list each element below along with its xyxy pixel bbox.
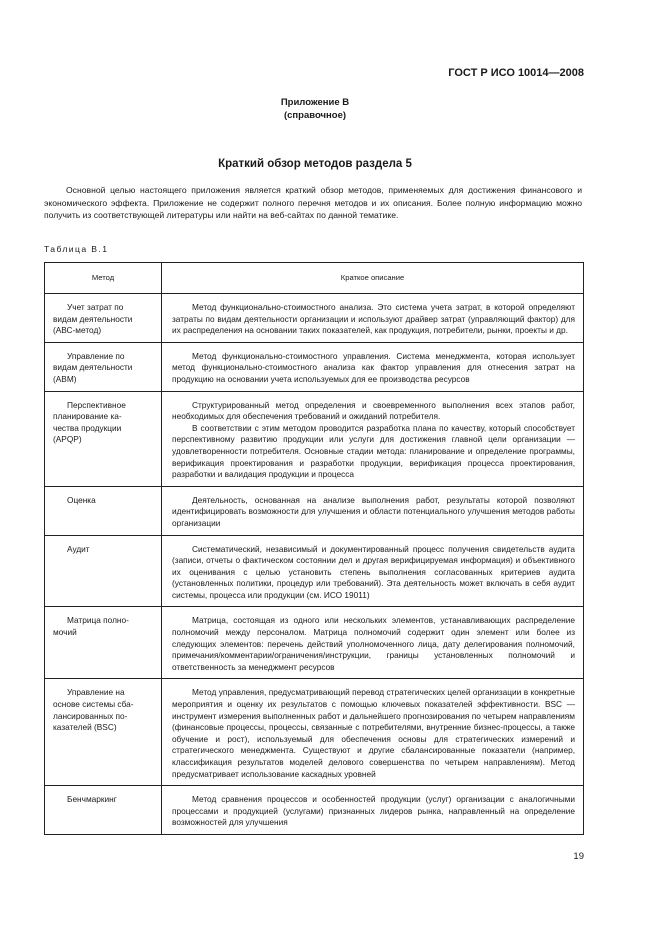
description-paragraph: Систематический, независимый и документированный процесс получения свидетельств аудита (записи, отчеты о фактическом состоянии дел и другая верифицируемая информация) и объективного их оценивания с целью установить степень выполнения согласованных критериев аудита (установленных политики, процедур или требований). Эта деятельность может включать в себя аудит системы, процесса или продукции (см. ИСО 19011) (172, 543, 575, 600)
method-cell (45, 535, 162, 607)
method-line: планирование ка- (53, 411, 122, 422)
page-number: 19 (573, 851, 584, 862)
method-line: Учет затрат по (67, 302, 124, 312)
table-row (45, 391, 584, 486)
intro-text: Основной целью настоящего приложения является краткий обзор методов, применяемых для достижения финансового и экономического эффекта. Приложение не содержит полного перечня методов и их описания. Более полную информацию можно получить из соответствующей литературы или найти на веб-сайтах по данной тематике. (44, 185, 582, 221)
method-line: (APQP) (53, 434, 82, 445)
method-line: Аудит (67, 543, 90, 554)
description-cell (162, 486, 584, 535)
method-line: видам деятельности (53, 313, 133, 324)
appendix-heading (0, 96, 630, 122)
method-line: Управление по (67, 350, 125, 361)
description-paragraph: Метод функционально-стоимостного анализа. Это система учета затрат, в которой определяют затраты по видам деятельности организации и используют драйвер затрат (управляющий фактор) для их распределения на основании таких показателей, как продукция, потребители, рынки, проекты и др. (172, 302, 575, 336)
method-line: Перспективное (67, 399, 126, 410)
method-cell (45, 679, 162, 786)
method-line: Бенчмаркинг (67, 794, 117, 805)
methods-table (44, 262, 584, 835)
description-paragraph: Матрица, состоящая из одного или нескольких элементов, устанавливающих распределение полномочий между персоналом. Матрица полномочий содержит один элемент или более из следующих элементов: перечень действий уполномоченного лица, дату делегирования полномочий, примечания/комментарии/ограничения/инструкции, границы установленных полномочий и ответственность за менеджмент ресурсов (172, 615, 575, 672)
description-paragraph: Деятельность, основанная на анализе выполнения работ, результаты которой позволяют идентифицировать возможности для улучшения и области потенциального улучшения методов работы организации (172, 494, 575, 528)
table-header-row (45, 263, 584, 294)
method-line: лансированных по- (53, 710, 128, 721)
table-row (45, 294, 584, 343)
method-cell (45, 294, 162, 343)
method-line: Оценка (67, 494, 96, 505)
header-description: Краткое описание (162, 263, 584, 294)
method-line: Управление на (67, 687, 125, 698)
description-cell (162, 607, 584, 679)
description-cell (162, 535, 584, 607)
standard-designation: ГОСТ Р ИСО 10014—2008 (448, 67, 584, 79)
appendix-subtitle: (справочное) (283, 110, 347, 121)
method-cell (45, 342, 162, 391)
description-cell (162, 786, 584, 835)
description-paragraph: В соответствии с этим методом проводится разработка плана по качеству, который способствует перспективному развитию продукции или услуги для достижения главной цели организации — удовлетворенности потребителя. Основные стадии метода: планирование и определение программы, верификация проектирования и разработки продукции, верификация процесса проектирования, разработки и валидация продукции и процесса (172, 422, 575, 480)
table-row (45, 342, 584, 391)
description-paragraph: Структурированный метод определения и своевременного выполнения всех этапов работ, необходимых для обеспечения требований и ожиданий потребителя. (172, 399, 575, 422)
table-caption: Таблица В.1 (44, 244, 109, 254)
method-cell (45, 391, 162, 486)
description-cell (162, 679, 584, 786)
method-cell (45, 486, 162, 535)
description-cell (162, 342, 584, 391)
description-cell (162, 391, 584, 486)
table-row (45, 607, 584, 679)
method-line: (АВМ) (53, 373, 77, 384)
method-line: видам деятельности (53, 362, 133, 373)
description-paragraph: Метод управления, предусматривающий перевод стратегических целей организации в конкретные мероприятия и оценку их результатов с помощью ключевых показателей эффективности. BSC — инструмент измерения выполненных работ и дальнейшего прогнозирования по четырем направлениям (финансовые процессы, процессы, связанные с потребителями, внутренние бизнес-процессы, а также обучение и рост), используемый для обеспечения основы для стратегических измерений и стратегического менеджмента. Существуют и другие сбалансированные показатели (например, классификация результатов моделей делового совершенства по четырем направлениям). Метод предусматривает использование каскадных уровней (172, 687, 575, 779)
method-line: чества продукции (53, 422, 122, 433)
method-line: Матрица полно- (67, 615, 129, 626)
description-paragraph: Метод сравнения процессов и особенностей продукции (услуг) организации с аналогичными процессами и продукцией (услугами) признанных лидеров рынка, направленный на определение возможностей для улучшения (172, 794, 575, 828)
intro-paragraph (44, 184, 582, 222)
header-method: Метод (45, 263, 162, 294)
method-cell (45, 607, 162, 679)
method-line: мочий (53, 627, 77, 638)
appendix-title: Приложение В (280, 97, 350, 108)
section-title: Краткий обзор методов раздела 5 (218, 158, 412, 170)
method-line: казателей (BSC) (53, 722, 117, 733)
table-row (45, 535, 584, 607)
method-line: (АВС-метод) (53, 325, 102, 336)
description-paragraph: Метод функционально-стоимостного управления. Система менеджмента, которая использует метод функционально-стоимостного анализа как фактор управления для отнесения затрат на продукцию на основании учета используемых для ее производства ресурсов (172, 350, 575, 384)
description-cell (162, 294, 584, 343)
table-row (45, 486, 584, 535)
table-row (45, 786, 584, 835)
method-cell (45, 786, 162, 835)
method-line: основе системы сба- (53, 699, 134, 710)
table-row (45, 679, 584, 786)
